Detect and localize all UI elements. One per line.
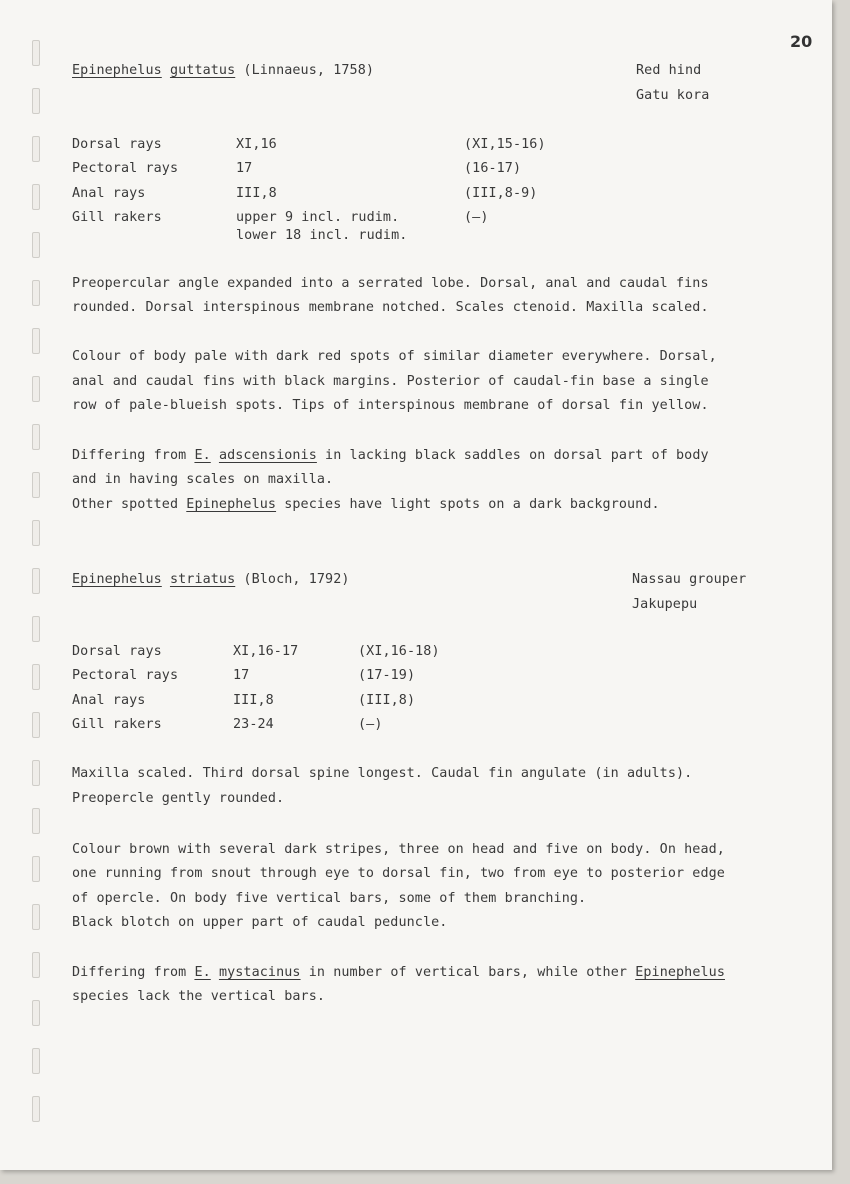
binding-hole — [32, 616, 40, 642]
count-label: Pectoral rays — [72, 668, 179, 683]
binding-hole — [32, 424, 40, 450]
binding-hole — [32, 280, 40, 306]
count-value: upper 9 incl. rudim. — [236, 210, 400, 225]
binding-hole — [32, 808, 40, 834]
species-heading — [72, 568, 350, 593]
text-run: in lacking black saddles on dorsal part of body — [316, 448, 709, 463]
count-range: (—) — [464, 210, 489, 225]
binding-hole — [32, 88, 40, 114]
species-heading — [72, 59, 374, 84]
paragraph-line — [72, 444, 709, 469]
count-range: (XI,16-18) — [358, 644, 440, 659]
paragraph-line: Colour of body pale with dark red spots of similar diameter everywhere. Dorsal, — [72, 349, 717, 364]
binding-hole — [32, 1048, 40, 1074]
paragraph-line: Black blotch on upper part of caudal peduncle. — [72, 915, 448, 930]
count-label: Gill rakers — [72, 210, 162, 225]
binding-hole — [32, 40, 40, 66]
binding-hole — [32, 1096, 40, 1122]
text-run: Other spotted — [72, 497, 187, 512]
underlined-species: adscensionis — [218, 448, 317, 463]
count-range: (III,8-9) — [464, 186, 538, 201]
genus-name: Epinephelus — [72, 572, 162, 587]
paragraph-line: Maxilla scaled. Third dorsal spine longest. Caudal fin angulate (in adults). — [72, 766, 693, 781]
text-run: Differing from — [72, 448, 195, 463]
underlined-genus: Epinephelus — [635, 965, 725, 980]
binding-hole — [32, 472, 40, 498]
text-run — [211, 965, 219, 980]
count-label: Anal rays — [72, 186, 146, 201]
count-value: III,8 — [236, 186, 277, 201]
text-run: in number of vertical bars, while other — [300, 965, 636, 980]
paragraph-line: one running from snout through eye to dorsal fin, two from eye to posterior edge — [72, 866, 725, 881]
count-value: 17 — [233, 668, 250, 683]
species-name: striatus — [169, 572, 236, 587]
count-label: Pectoral rays — [72, 161, 179, 176]
binding-hole — [32, 952, 40, 978]
binding-hole — [32, 232, 40, 258]
binding-hole — [32, 664, 40, 690]
count-label: Dorsal rays — [72, 137, 162, 152]
count-value: 23-24 — [233, 717, 274, 732]
species-author: (Bloch, 1792) — [243, 572, 350, 587]
binding-hole — [32, 328, 40, 354]
count-range: (16-17) — [464, 161, 522, 176]
binding-hole — [32, 904, 40, 930]
binding-hole — [32, 712, 40, 738]
count-label: Anal rays — [72, 693, 146, 708]
binding-hole — [32, 520, 40, 546]
local-name: Gatu kora — [636, 88, 710, 103]
species-name: guttatus — [169, 63, 236, 78]
count-value: III,8 — [233, 693, 274, 708]
count-value: lower 18 incl. rudim. — [236, 228, 408, 243]
paragraph-line: rounded. Dorsal interspinous membrane notched. Scales ctenoid. Maxilla scaled. — [72, 300, 709, 315]
paragraph-line — [72, 493, 660, 518]
underlined-genus: Epinephelus — [186, 497, 277, 512]
paragraph-line: Colour brown with several dark stripes, three on head and five on body. On head, — [72, 842, 725, 857]
species-author: (Linnaeus, 1758) — [243, 63, 375, 78]
paragraph-line: Preopercle gently rounded. — [72, 791, 285, 806]
underlined-genus-abbrev: E. — [194, 448, 211, 463]
common-name: Red hind — [636, 63, 702, 78]
text-run — [211, 448, 219, 463]
genus-name: Epinephelus — [72, 63, 162, 78]
binding-hole — [32, 856, 40, 882]
count-value: 17 — [236, 161, 253, 176]
count-label: Gill rakers — [72, 717, 162, 732]
common-name: Nassau grouper — [632, 572, 747, 587]
paragraph-line — [72, 961, 725, 986]
binding-hole — [32, 1000, 40, 1026]
paragraph-line: row of pale-blueish spots. Tips of interspinous membrane of dorsal fin yellow. — [72, 398, 709, 413]
paragraph-line: anal and caudal fins with black margins. Posterior of caudal-fin base a single — [72, 374, 709, 389]
local-name: Jakupepu — [632, 597, 698, 612]
underlined-genus-abbrev: E. — [194, 965, 211, 980]
count-label: Dorsal rays — [72, 644, 162, 659]
binding-hole — [32, 760, 40, 786]
underlined-species: mystacinus — [218, 965, 301, 980]
count-range: (XI,15-16) — [464, 137, 546, 152]
count-value: XI,16-17 — [233, 644, 299, 659]
count-value: XI,16 — [236, 137, 277, 152]
count-range: (III,8) — [358, 693, 416, 708]
text-run: Differing from — [72, 965, 195, 980]
binding-hole — [32, 568, 40, 594]
paragraph-line: species lack the vertical bars. — [72, 989, 326, 1004]
paragraph-line: Preopercular angle expanded into a serrated lobe. Dorsal, anal and caudal fins — [72, 276, 709, 291]
count-range: (—) — [358, 717, 383, 732]
page-number: 20 — [790, 32, 813, 51]
binding-hole — [32, 136, 40, 162]
binding-hole — [32, 376, 40, 402]
paragraph-line: of opercle. On body five vertical bars, some of them branching. — [72, 891, 587, 906]
count-range: (17-19) — [358, 668, 416, 683]
binding-hole — [32, 184, 40, 210]
text-run: species have light spots on a dark background. — [276, 497, 660, 512]
paragraph-line: and in having scales on maxilla. — [72, 472, 334, 487]
